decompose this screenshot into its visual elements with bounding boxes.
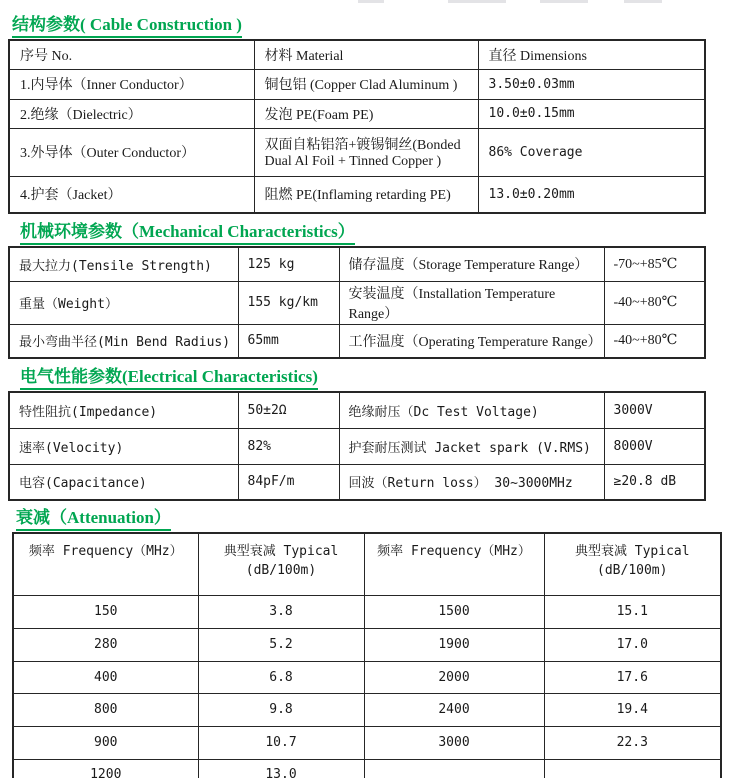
column-header-typical-line2: (dB/100m) xyxy=(245,563,317,578)
parameter-cell: 最小弯曲半径(Min Bend Radius) xyxy=(9,324,238,358)
column-header-frequency: 频率 Frequency（MHz） xyxy=(13,533,198,595)
value-cell: ≥20.8 dB xyxy=(604,464,705,500)
parameter-cell: 速率(Velocity) xyxy=(9,428,238,464)
attenuation-cell: 17.6 xyxy=(544,661,721,693)
column-header: 材料 Material xyxy=(254,40,478,69)
section-title-mechanical: 机械环境参数（Mechanical Characteristics） xyxy=(20,221,355,245)
electrical-characteristics-table xyxy=(8,391,706,501)
parameter-cell: 储存温度（Storage Temperature Range） xyxy=(339,247,604,281)
frequency-cell: 800 xyxy=(13,693,198,726)
attenuation-cell: 5.2 xyxy=(198,628,364,661)
attenuation-cell: 3.8 xyxy=(198,595,364,628)
dimension-cell: 13.0±0.20mm xyxy=(478,176,705,213)
column-header-typical-line2: (dB/100m) xyxy=(597,563,668,578)
value-cell: -70~+85℃ xyxy=(604,247,705,281)
attenuation-cell: 9.8 xyxy=(198,693,364,726)
frequency-cell: 1200 xyxy=(13,759,198,778)
table-row xyxy=(13,693,721,726)
parameter-cell: 安装温度（Installation Temperature Range） xyxy=(339,281,604,324)
mechanical-characteristics-table xyxy=(8,246,706,359)
parameter-cell: 重量（Weight） xyxy=(9,281,238,324)
frequency-cell: 280 xyxy=(13,628,198,661)
value-cell: 84pF/m xyxy=(238,464,339,500)
parameter-cell: 工作温度（Operating Temperature Range） xyxy=(339,324,604,358)
table-row xyxy=(9,324,705,358)
table-row xyxy=(9,99,705,128)
frequency-cell: 400 xyxy=(13,661,198,693)
clipped-text-remnant xyxy=(358,0,384,3)
value-cell: -40~+80℃ xyxy=(604,324,705,358)
section-title-attenuation: 衰减（Attenuation） xyxy=(16,507,171,531)
value-cell: 65mm xyxy=(238,324,339,358)
item-cell: 2.绝缘（Dielectric） xyxy=(9,99,254,128)
section-title-construction: 结构参数( Cable Construction ) xyxy=(12,14,242,38)
column-header: 直径 Dimensions xyxy=(478,40,705,69)
table-row xyxy=(9,464,705,500)
clipped-text-remnant xyxy=(540,0,588,3)
value-cell: 82% xyxy=(238,428,339,464)
clipped-text-remnant xyxy=(624,0,662,3)
column-header-typical-line1: 典型衰减 Typical xyxy=(574,544,690,559)
table-row xyxy=(9,176,705,213)
value-cell: 155 kg/km xyxy=(238,281,339,324)
table-header-row xyxy=(9,40,705,69)
material-cell: 发泡 PE(Foam PE) xyxy=(254,99,478,128)
dimension-cell: 3.50±0.03mm xyxy=(478,69,705,99)
frequency-cell: 1500 xyxy=(364,595,544,628)
attenuation-cell: 15.1 xyxy=(544,595,721,628)
attenuation-cell: 10.7 xyxy=(198,726,364,759)
attenuation-cell: 13.0 xyxy=(198,759,364,778)
attenuation-table xyxy=(12,532,722,778)
table-row xyxy=(9,428,705,464)
attenuation-cell: 17.0 xyxy=(544,628,721,661)
value-cell: -40~+80℃ xyxy=(604,281,705,324)
dimension-cell: 86% Coverage xyxy=(478,128,705,176)
table-row xyxy=(13,661,721,693)
frequency-cell: 150 xyxy=(13,595,198,628)
table-row xyxy=(9,69,705,99)
dimension-cell: 10.0±0.15mm xyxy=(478,99,705,128)
attenuation-cell: 22.3 xyxy=(544,726,721,759)
column-header-typical xyxy=(544,533,721,595)
material-cell: 阻燃 PE(Inflaming retarding PE) xyxy=(254,176,478,213)
frequency-cell: 3000 xyxy=(364,726,544,759)
attenuation-cell xyxy=(544,759,721,778)
table-header-row xyxy=(13,533,721,595)
frequency-cell: 900 xyxy=(13,726,198,759)
frequency-cell: 2000 xyxy=(364,661,544,693)
table-row xyxy=(13,628,721,661)
table-row xyxy=(13,726,721,759)
item-cell: 3.外导体（Outer Conductor） xyxy=(9,128,254,176)
parameter-cell: 特性阻抗(Impedance) xyxy=(9,392,238,428)
table-row xyxy=(9,281,705,324)
value-cell: 8000V xyxy=(604,428,705,464)
frequency-cell: 2400 xyxy=(364,693,544,726)
attenuation-cell: 6.8 xyxy=(198,661,364,693)
table-row xyxy=(9,128,705,176)
table-row xyxy=(13,759,721,778)
item-cell: 4.护套（Jacket） xyxy=(9,176,254,213)
section-title-electrical: 电气性能参数(Electrical Characteristics) xyxy=(20,366,318,390)
column-header-typical-line1: 典型衰减 Typical xyxy=(223,544,339,559)
table-row xyxy=(9,247,705,281)
cable-construction-table xyxy=(8,39,706,214)
parameter-cell: 电容(Capacitance) xyxy=(9,464,238,500)
value-cell: 50±2Ω xyxy=(238,392,339,428)
parameter-cell: 绝缘耐压（Dc Test Voltage) xyxy=(339,392,604,428)
frequency-cell xyxy=(364,759,544,778)
parameter-cell: 最大拉力(Tensile Strength) xyxy=(9,247,238,281)
frequency-cell: 1900 xyxy=(364,628,544,661)
table-row xyxy=(13,595,721,628)
table-row xyxy=(9,392,705,428)
value-cell: 3000V xyxy=(604,392,705,428)
parameter-cell: 护套耐压测试 Jacket spark (V.RMS) xyxy=(339,428,604,464)
item-cell: 1.内导体（Inner Conductor） xyxy=(9,69,254,99)
material-cell: 双面自粘铝箔+镀锡铜丝(Bonded Dual Al Foil + Tinned Copper ) xyxy=(254,128,478,176)
column-header-typical xyxy=(198,533,364,595)
clipped-text-remnant xyxy=(448,0,506,3)
parameter-cell: 回波（Return loss） 30~3000MHz xyxy=(339,464,604,500)
column-header-frequency: 频率 Frequency（MHz） xyxy=(364,533,544,595)
material-cell: 铜包铝 (Copper Clad Aluminum ) xyxy=(254,69,478,99)
attenuation-cell: 19.4 xyxy=(544,693,721,726)
column-header: 序号 No. xyxy=(9,40,254,69)
value-cell: 125 kg xyxy=(238,247,339,281)
